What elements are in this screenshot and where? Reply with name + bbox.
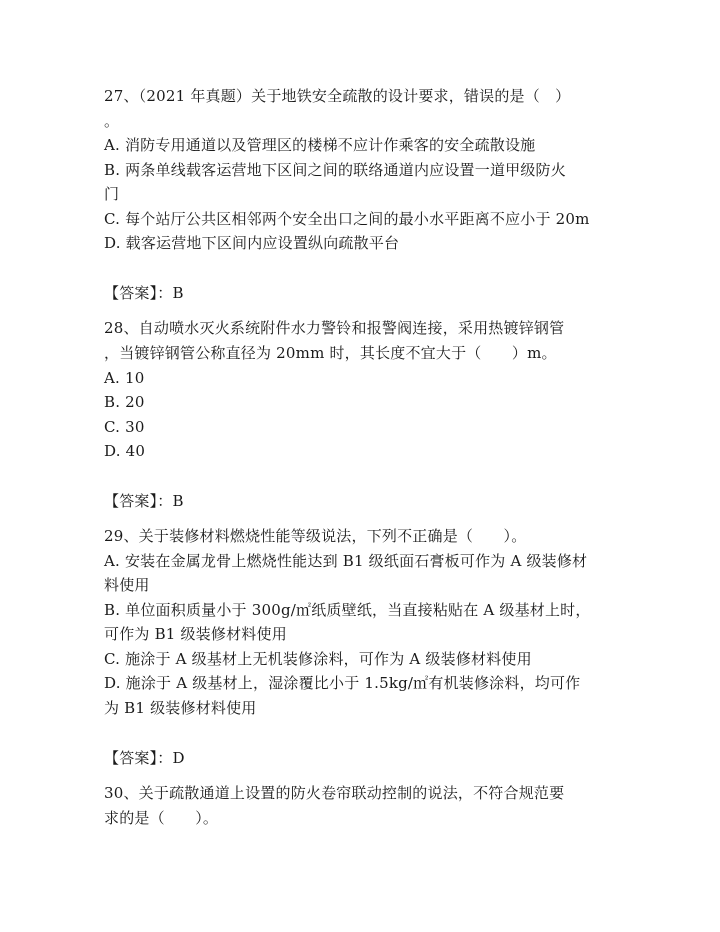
- question-28-option-d: D. 40: [104, 442, 146, 460]
- question-27-stem-line-2: 。: [104, 112, 120, 130]
- question-30-stem-line-1: 30、关于疏散通道上设置的防火卷帘联动控制的说法，不符合规范要: [104, 784, 565, 802]
- question-29-answer: 【答案】：D: [104, 749, 185, 767]
- question-30-stem-line-2: 求的是（ ）。: [104, 809, 219, 827]
- question-27-answer: 【答案】：B: [104, 284, 184, 302]
- question-28-option-b: B. 20: [104, 393, 145, 411]
- question-27-stem-line-1: 27、（2021 年真题）关于地铁安全疏散的设计要求，错误的是（ ）: [104, 87, 571, 105]
- question-28-option-c: C. 30: [104, 418, 145, 436]
- question-29-option-a-line-2: 料使用: [104, 576, 150, 594]
- question-29-option-b-line-2: 可作为 B1 级装修材料使用: [104, 625, 287, 643]
- question-28-stem-line-1: 28、自动喷水灭火系统附件水力警铃和报警阀连接，采用热镀锌钢管: [104, 319, 565, 337]
- question-29-option-a-line-1: A. 安装在金属龙骨上燃烧性能达到 B1 级纸面石膏板可作为 A 级装修材: [104, 552, 588, 570]
- question-29-stem: 29、关于装修材料燃烧性能等级说法，下列不正确是（ ）。: [104, 527, 527, 545]
- question-28-stem-line-2: ，当镀锌钢管公称直径为 20mm 时，其长度不宜大于（ ）m。: [104, 344, 557, 362]
- question-27-option-c: C. 每个站厅公共区相邻两个安全出口之间的最小水平距离不应小于 20m: [104, 210, 590, 228]
- question-29-option-d-line-1: D. 施涂于 A 级基材上，湿涂覆比小于 1.5kg/㎡有机装修涂料，均可作: [104, 674, 581, 692]
- question-27-option-a: A. 消防专用通道以及管理区的楼梯不应计作乘客的安全疏散设施: [104, 136, 536, 154]
- question-28-option-a: A. 10: [104, 369, 145, 387]
- question-27-option-b-line-1: B. 两条单线载客运营地下区间之间的联络通道内应设置一道甲级防火: [104, 161, 566, 179]
- question-27-option-b-line-2: 门: [104, 185, 120, 203]
- question-29-option-c: C. 施涂于 A 级基材上无机装修涂料，可作为 A 级装修材料使用: [104, 650, 532, 668]
- question-29-option-d-line-2: 为 B1 级装修材料使用: [104, 699, 257, 717]
- question-29-option-b-line-1: B. 单位面积质量小于 300g/㎡纸质壁纸，当直接粘贴在 A 级基材上时，: [104, 601, 591, 619]
- question-28-answer: 【答案】：B: [104, 492, 184, 510]
- question-27-option-d: D. 载客运营地下区间内应设置纵向疏散平台: [104, 234, 400, 252]
